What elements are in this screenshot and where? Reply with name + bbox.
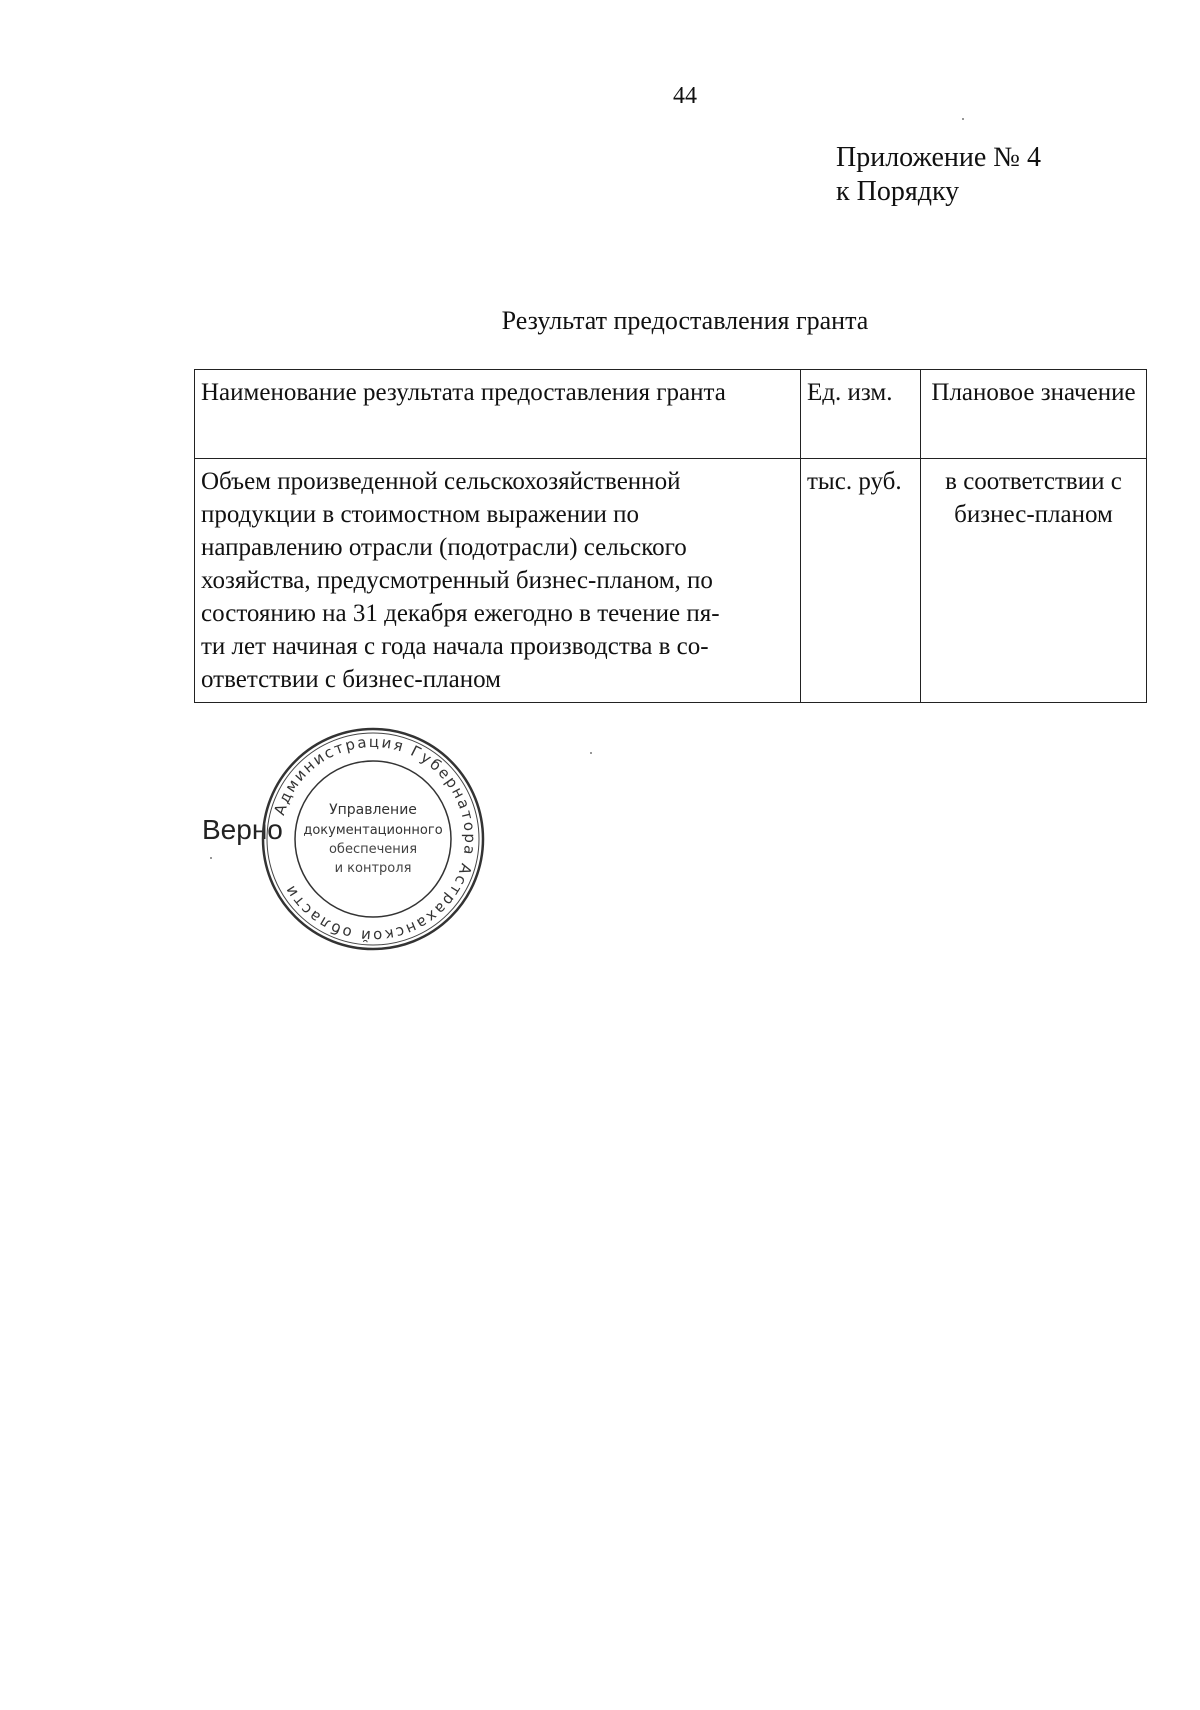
stamp-inner-line-4: и контроля (334, 861, 412, 876)
svg-text:Администрация Губернатора Астр (270, 733, 479, 945)
table-header-row (195, 370, 1147, 459)
result-name-cell: Объем произведенной сельскохозяйственной продукции в стоимостном выражении по направлению отрасли (подотрасли) сельского хозяйства, предусмотренный бизнес-планом, по состоянию на 31 декабря ежегодно в течение пя- ти лет начиная с года начала производства в со- ответствии с бизнес-планом (195, 459, 801, 703)
scan-speck (590, 752, 592, 754)
unit-cell: тыс. руб. (801, 459, 921, 703)
appendix-reference (836, 141, 1041, 209)
stamp-inner-line-2: документационного (303, 823, 443, 838)
header-result-name: Наименование результата предоставления гранта (195, 370, 801, 459)
document-title: Результат предоставления гранта (501, 306, 869, 335)
verification-label: Верно (202, 814, 283, 845)
appendix-number: Приложение № 4 (836, 142, 1041, 173)
official-seal-stamp (258, 724, 488, 954)
scan-speck (210, 857, 212, 859)
header-plan-value: Плановое значение (921, 370, 1147, 459)
stamp-inner-line-1: Управление (329, 802, 417, 818)
table-row (195, 459, 1147, 703)
plan-value-cell: в соответствии с бизнес-планом (921, 459, 1147, 703)
scan-speck (962, 118, 964, 120)
stamp-inner-line-3: обеспечения (328, 842, 418, 857)
page-number: 44 (673, 83, 697, 109)
stamp-outer-text: Администрация Губернатора Астраханской области (270, 732, 480, 946)
header-unit: Ед. изм. (801, 370, 921, 459)
grant-result-table (194, 369, 1147, 703)
appendix-order: к Порядку (836, 176, 960, 207)
